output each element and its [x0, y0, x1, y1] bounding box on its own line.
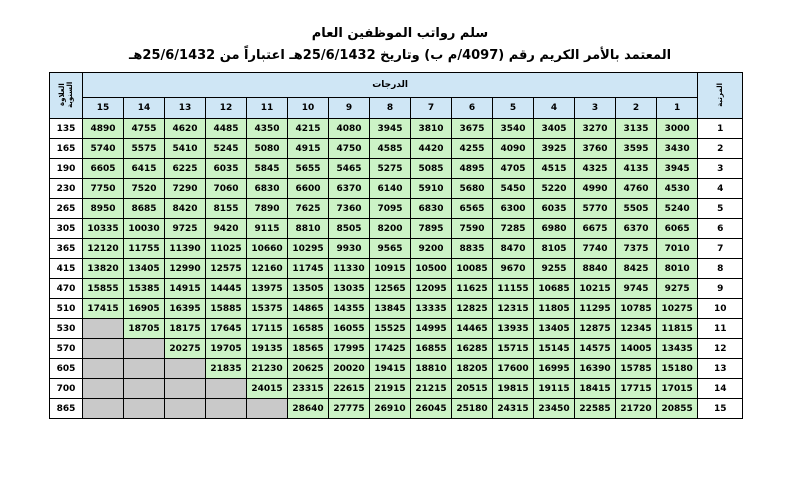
- salary-cell: 26910: [370, 399, 411, 419]
- annual-increment-cell: 865: [50, 399, 83, 419]
- salary-cell: 18415: [575, 379, 616, 399]
- salary-cell: 17415: [83, 299, 124, 319]
- salary-cell: 13435: [657, 339, 698, 359]
- level-number-cell: 15: [698, 399, 743, 419]
- salary-cell: 15385: [124, 279, 165, 299]
- increment-header: [50, 73, 83, 119]
- salary-cell: 4990: [575, 179, 616, 199]
- salary-cell: 7590: [452, 219, 493, 239]
- salary-cell: 23450: [534, 399, 575, 419]
- salary-cell: 7010: [657, 239, 698, 259]
- increment-header-label: العلاوة السنوية: [58, 81, 74, 108]
- salary-cell: 17645: [206, 319, 247, 339]
- salary-cell: 20855: [657, 399, 698, 419]
- salary-cell: 12345: [616, 319, 657, 339]
- salary-cell: 18810: [411, 359, 452, 379]
- salary-cell: 13405: [534, 319, 575, 339]
- annual-increment-cell: 605: [50, 359, 83, 379]
- salary-cell: 6370: [616, 219, 657, 239]
- salary-cell: 20020: [329, 359, 370, 379]
- salary-cell: 4530: [657, 179, 698, 199]
- grade-number-header: 14: [124, 98, 165, 119]
- salary-cell: 15715: [493, 339, 534, 359]
- table-row: [50, 179, 743, 199]
- table-row: [50, 119, 743, 139]
- salary-cell: 3405: [534, 119, 575, 139]
- empty-salary-cell: [165, 379, 206, 399]
- salary-cell: 5505: [616, 199, 657, 219]
- salary-cell: 4895: [452, 159, 493, 179]
- salary-cell: 3675: [452, 119, 493, 139]
- salary-cell: 4620: [165, 119, 206, 139]
- salary-cell: 28640: [288, 399, 329, 419]
- annual-increment-cell: 135: [50, 119, 83, 139]
- salary-cell: 9745: [616, 279, 657, 299]
- salary-cell: 6830: [247, 179, 288, 199]
- table-row: [50, 379, 743, 399]
- table-row: [50, 399, 743, 419]
- salary-cell: 8010: [657, 259, 698, 279]
- salary-cell: 16390: [575, 359, 616, 379]
- grade-number-header: 6: [452, 98, 493, 119]
- grade-number-header: 2: [616, 98, 657, 119]
- salary-cell: 19135: [247, 339, 288, 359]
- empty-salary-cell: [206, 379, 247, 399]
- level-number-cell: 3: [698, 159, 743, 179]
- grade-number-header: 1: [657, 98, 698, 119]
- level-number-cell: 5: [698, 199, 743, 219]
- salary-cell: 4515: [534, 159, 575, 179]
- salary-cell: 7290: [165, 179, 206, 199]
- level-number-cell: 2: [698, 139, 743, 159]
- salary-cell: 11625: [452, 279, 493, 299]
- salary-cell: 19115: [534, 379, 575, 399]
- salary-cell: 12575: [206, 259, 247, 279]
- salary-cell: 16395: [165, 299, 206, 319]
- salary-cell: 3945: [657, 159, 698, 179]
- salary-cell: 11330: [329, 259, 370, 279]
- salary-cell: 14005: [616, 339, 657, 359]
- salary-cell: 8105: [534, 239, 575, 259]
- salary-cell: 17600: [493, 359, 534, 379]
- salary-cell: 3000: [657, 119, 698, 139]
- salary-cell: 3760: [575, 139, 616, 159]
- salary-cell: 9670: [493, 259, 534, 279]
- grade-number-header: 13: [165, 98, 206, 119]
- salary-cell: 11295: [575, 299, 616, 319]
- salary-cell: 9930: [329, 239, 370, 259]
- empty-salary-cell: [124, 339, 165, 359]
- salary-cell: 15855: [83, 279, 124, 299]
- salary-cell: 12565: [370, 279, 411, 299]
- salary-cell: 19415: [370, 359, 411, 379]
- salary-cell: 5080: [247, 139, 288, 159]
- salary-cell: 13035: [329, 279, 370, 299]
- salary-cell: 5245: [206, 139, 247, 159]
- annual-increment-cell: 570: [50, 339, 83, 359]
- salary-cell: 7890: [247, 199, 288, 219]
- salary-cell: 6980: [534, 219, 575, 239]
- salary-cell: 15145: [534, 339, 575, 359]
- salary-cell: 16995: [534, 359, 575, 379]
- table-row: [50, 219, 743, 239]
- salary-cell: 5085: [411, 159, 452, 179]
- salary-cell: 11390: [165, 239, 206, 259]
- salary-cell: 16285: [452, 339, 493, 359]
- header-row-top: [50, 73, 743, 98]
- salary-cell: 13335: [411, 299, 452, 319]
- salary-cell: 5450: [493, 179, 534, 199]
- table-row: [50, 279, 743, 299]
- salary-cell: 14355: [329, 299, 370, 319]
- salary-cell: 21215: [411, 379, 452, 399]
- table-row: [50, 359, 743, 379]
- salary-cell: 6035: [206, 159, 247, 179]
- salary-cell: 7375: [616, 239, 657, 259]
- salary-cell: 21915: [370, 379, 411, 399]
- salary-cell: 4420: [411, 139, 452, 159]
- table-row: [50, 299, 743, 319]
- salary-cell: 8840: [575, 259, 616, 279]
- empty-salary-cell: [165, 399, 206, 419]
- level-number-cell: 7: [698, 239, 743, 259]
- salary-cell: 16905: [124, 299, 165, 319]
- salary-cell: 21230: [247, 359, 288, 379]
- salary-cell: 10215: [575, 279, 616, 299]
- level-header: [698, 73, 743, 119]
- annual-increment-cell: 265: [50, 199, 83, 219]
- empty-salary-cell: [83, 379, 124, 399]
- salary-cell: 17995: [329, 339, 370, 359]
- salary-cell: 4755: [124, 119, 165, 139]
- salary-cell: 5275: [370, 159, 411, 179]
- salary-cell: 15525: [370, 319, 411, 339]
- empty-salary-cell: [83, 359, 124, 379]
- salary-cell: 8505: [329, 219, 370, 239]
- annual-increment-cell: 530: [50, 319, 83, 339]
- salary-cell: 4760: [616, 179, 657, 199]
- annual-increment-cell: 365: [50, 239, 83, 259]
- salary-cell: 10500: [411, 259, 452, 279]
- salary-cell: 15375: [247, 299, 288, 319]
- level-number-cell: 13: [698, 359, 743, 379]
- salary-cell: 11815: [657, 319, 698, 339]
- salary-cell: 3925: [534, 139, 575, 159]
- salary-cell: 5240: [657, 199, 698, 219]
- level-header-label: المرتبة: [716, 82, 725, 107]
- salary-cell: 5575: [124, 139, 165, 159]
- salary-cell: 4080: [329, 119, 370, 139]
- table-row: [50, 259, 743, 279]
- salary-cell: 10275: [657, 299, 698, 319]
- salary-cell: 27775: [329, 399, 370, 419]
- salary-cell: 13935: [493, 319, 534, 339]
- salary-cell: 4325: [575, 159, 616, 179]
- table-row: [50, 159, 743, 179]
- salary-cell: 10085: [452, 259, 493, 279]
- salary-cell: 7750: [83, 179, 124, 199]
- page-subtitle: المعتمد بالأمر الكريم رقم (4097/م ب) وتاريخ 25/6/1432هـ اعتباراً من 25/6/1432هـ: [128, 48, 672, 63]
- salary-cell: 17115: [247, 319, 288, 339]
- salary-cell: 9255: [534, 259, 575, 279]
- salary-cell: 17015: [657, 379, 698, 399]
- empty-salary-cell: [83, 319, 124, 339]
- salary-cell: 10915: [370, 259, 411, 279]
- salary-cell: 3595: [616, 139, 657, 159]
- salary-cell: 4350: [247, 119, 288, 139]
- grade-number-header: 10: [288, 98, 329, 119]
- grade-number-header: 5: [493, 98, 534, 119]
- salary-cell: 7520: [124, 179, 165, 199]
- level-number-cell: 8: [698, 259, 743, 279]
- salary-cell: 22585: [575, 399, 616, 419]
- salary-cell: 4890: [83, 119, 124, 139]
- grade-number-header: 9: [329, 98, 370, 119]
- salary-cell: 6300: [493, 199, 534, 219]
- empty-salary-cell: [206, 399, 247, 419]
- salary-cell: 5680: [452, 179, 493, 199]
- salary-cell: 8420: [165, 199, 206, 219]
- salary-cell: 19815: [493, 379, 534, 399]
- salary-cell: 14465: [452, 319, 493, 339]
- salary-cell: 6035: [534, 199, 575, 219]
- empty-salary-cell: [124, 379, 165, 399]
- grade-number-header: 4: [534, 98, 575, 119]
- salary-cell: 14575: [575, 339, 616, 359]
- table-row: [50, 199, 743, 219]
- salary-cell: 4090: [493, 139, 534, 159]
- salary-cell: 5770: [575, 199, 616, 219]
- salary-cell: 9420: [206, 219, 247, 239]
- salary-cell: 8200: [370, 219, 411, 239]
- salary-cell: 8835: [452, 239, 493, 259]
- salary-cell: 15180: [657, 359, 698, 379]
- salary-cell: 3540: [493, 119, 534, 139]
- salary-cell: 8425: [616, 259, 657, 279]
- salary-cell: 6415: [124, 159, 165, 179]
- salary-cell: 3135: [616, 119, 657, 139]
- salary-cell: 7895: [411, 219, 452, 239]
- table-row: [50, 139, 743, 159]
- salary-cell: 5410: [165, 139, 206, 159]
- salary-cell: 7095: [370, 199, 411, 219]
- salary-table: [49, 72, 743, 419]
- salary-cell: 5910: [411, 179, 452, 199]
- salary-cell: 10785: [616, 299, 657, 319]
- level-number-cell: 10: [698, 299, 743, 319]
- salary-cell: 14995: [411, 319, 452, 339]
- salary-cell: 11155: [493, 279, 534, 299]
- salary-cell: 17715: [616, 379, 657, 399]
- salary-cell: 14915: [165, 279, 206, 299]
- salary-cell: 3810: [411, 119, 452, 139]
- salary-cell: 10660: [247, 239, 288, 259]
- salary-cell: 10685: [534, 279, 575, 299]
- empty-salary-cell: [247, 399, 288, 419]
- salary-cell: 11755: [124, 239, 165, 259]
- salary-cell: 4750: [329, 139, 370, 159]
- annual-increment-cell: 190: [50, 159, 83, 179]
- grades-header: الدرجات: [83, 73, 698, 98]
- salary-cell: 4215: [288, 119, 329, 139]
- salary-cell: 9565: [370, 239, 411, 259]
- salary-cell: 6605: [83, 159, 124, 179]
- salary-cell: 11025: [206, 239, 247, 259]
- salary-cell: 12315: [493, 299, 534, 319]
- level-number-cell: 4: [698, 179, 743, 199]
- salary-cell: 4585: [370, 139, 411, 159]
- table-row: [50, 339, 743, 359]
- salary-cell: 8155: [206, 199, 247, 219]
- salary-cell: 11805: [534, 299, 575, 319]
- salary-cell: 24315: [493, 399, 534, 419]
- empty-salary-cell: [124, 359, 165, 379]
- salary-cell: 5220: [534, 179, 575, 199]
- salary-cell: 21835: [206, 359, 247, 379]
- salary-cell: 10030: [124, 219, 165, 239]
- salary-cell: 13845: [370, 299, 411, 319]
- salary-cell: 22615: [329, 379, 370, 399]
- annual-increment-cell: 230: [50, 179, 83, 199]
- salary-cell: 10335: [83, 219, 124, 239]
- grade-number-header: 3: [575, 98, 616, 119]
- salary-cell: 17425: [370, 339, 411, 359]
- table-row: [50, 239, 743, 259]
- salary-cell: 4705: [493, 159, 534, 179]
- salary-cell: 8810: [288, 219, 329, 239]
- salary-cell: 9115: [247, 219, 288, 239]
- level-number-cell: 1: [698, 119, 743, 139]
- salary-cell: 6225: [165, 159, 206, 179]
- salary-cell: 6600: [288, 179, 329, 199]
- empty-salary-cell: [124, 399, 165, 419]
- salary-cell: 9725: [165, 219, 206, 239]
- grade-number-header: 15: [83, 98, 124, 119]
- salary-cell: 13405: [124, 259, 165, 279]
- salary-cell: 12120: [83, 239, 124, 259]
- level-number-cell: 9: [698, 279, 743, 299]
- grade-number-header: 8: [370, 98, 411, 119]
- salary-cell: 7285: [493, 219, 534, 239]
- level-number-cell: 12: [698, 339, 743, 359]
- grade-number-header: 7: [411, 98, 452, 119]
- salary-cell: 16055: [329, 319, 370, 339]
- annual-increment-cell: 700: [50, 379, 83, 399]
- salary-cell: 5845: [247, 159, 288, 179]
- empty-salary-cell: [165, 359, 206, 379]
- salary-cell: 18565: [288, 339, 329, 359]
- salary-cell: 13975: [247, 279, 288, 299]
- salary-cell: 4485: [206, 119, 247, 139]
- grade-number-header: 11: [247, 98, 288, 119]
- salary-cell: 6565: [452, 199, 493, 219]
- salary-cell: 8950: [83, 199, 124, 219]
- empty-salary-cell: [83, 399, 124, 419]
- salary-cell: 12095: [411, 279, 452, 299]
- salary-cell: 15885: [206, 299, 247, 319]
- level-number-cell: 14: [698, 379, 743, 399]
- salary-cell: 4915: [288, 139, 329, 159]
- salary-cell: 16585: [288, 319, 329, 339]
- salary-cell: 25180: [452, 399, 493, 419]
- level-number-cell: 6: [698, 219, 743, 239]
- salary-cell: 5740: [83, 139, 124, 159]
- salary-cell: 6830: [411, 199, 452, 219]
- annual-increment-cell: 470: [50, 279, 83, 299]
- salary-cell: 7060: [206, 179, 247, 199]
- page-title: سلم رواتب الموظفين العام: [311, 26, 489, 41]
- salary-cell: 3945: [370, 119, 411, 139]
- salary-cell: 7740: [575, 239, 616, 259]
- annual-increment-cell: 165: [50, 139, 83, 159]
- salary-cell: 11745: [288, 259, 329, 279]
- salary-cell: 14865: [288, 299, 329, 319]
- grade-numbers-row: [50, 98, 743, 119]
- salary-cell: 7625: [288, 199, 329, 219]
- salary-cell: 18175: [165, 319, 206, 339]
- salary-cell: 10295: [288, 239, 329, 259]
- salary-cell: 23315: [288, 379, 329, 399]
- salary-cell: 4135: [616, 159, 657, 179]
- salary-cell: 8685: [124, 199, 165, 219]
- salary-cell: 9275: [657, 279, 698, 299]
- salary-cell: 24015: [247, 379, 288, 399]
- salary-cell: 6675: [575, 219, 616, 239]
- salary-cell: 3270: [575, 119, 616, 139]
- salary-cell: 5465: [329, 159, 370, 179]
- salary-cell: 3430: [657, 139, 698, 159]
- salary-cell: 14445: [206, 279, 247, 299]
- table-body: [50, 119, 743, 419]
- salary-cell: 6140: [370, 179, 411, 199]
- salary-cell: 12875: [575, 319, 616, 339]
- salary-cell: 18705: [124, 319, 165, 339]
- salary-cell: 6065: [657, 219, 698, 239]
- salary-cell: 20625: [288, 359, 329, 379]
- salary-cell: 20515: [452, 379, 493, 399]
- salary-cell: 16855: [411, 339, 452, 359]
- annual-increment-cell: 510: [50, 299, 83, 319]
- salary-cell: 8470: [493, 239, 534, 259]
- salary-cell: 15785: [616, 359, 657, 379]
- salary-cell: 13820: [83, 259, 124, 279]
- grade-number-header: 12: [206, 98, 247, 119]
- salary-cell: 5655: [288, 159, 329, 179]
- salary-cell: 6370: [329, 179, 370, 199]
- salary-cell: 18205: [452, 359, 493, 379]
- salary-cell: 12160: [247, 259, 288, 279]
- table-row: [50, 319, 743, 339]
- salary-cell: 12825: [452, 299, 493, 319]
- salary-cell: 26045: [411, 399, 452, 419]
- annual-increment-cell: 305: [50, 219, 83, 239]
- salary-cell: 19705: [206, 339, 247, 359]
- salary-cell: 20275: [165, 339, 206, 359]
- annual-increment-cell: 415: [50, 259, 83, 279]
- empty-salary-cell: [83, 339, 124, 359]
- salary-cell: 21720: [616, 399, 657, 419]
- salary-cell: 9200: [411, 239, 452, 259]
- salary-cell: 7360: [329, 199, 370, 219]
- salary-cell: 4255: [452, 139, 493, 159]
- level-number-cell: 11: [698, 319, 743, 339]
- salary-cell: 13505: [288, 279, 329, 299]
- salary-cell: 12990: [165, 259, 206, 279]
